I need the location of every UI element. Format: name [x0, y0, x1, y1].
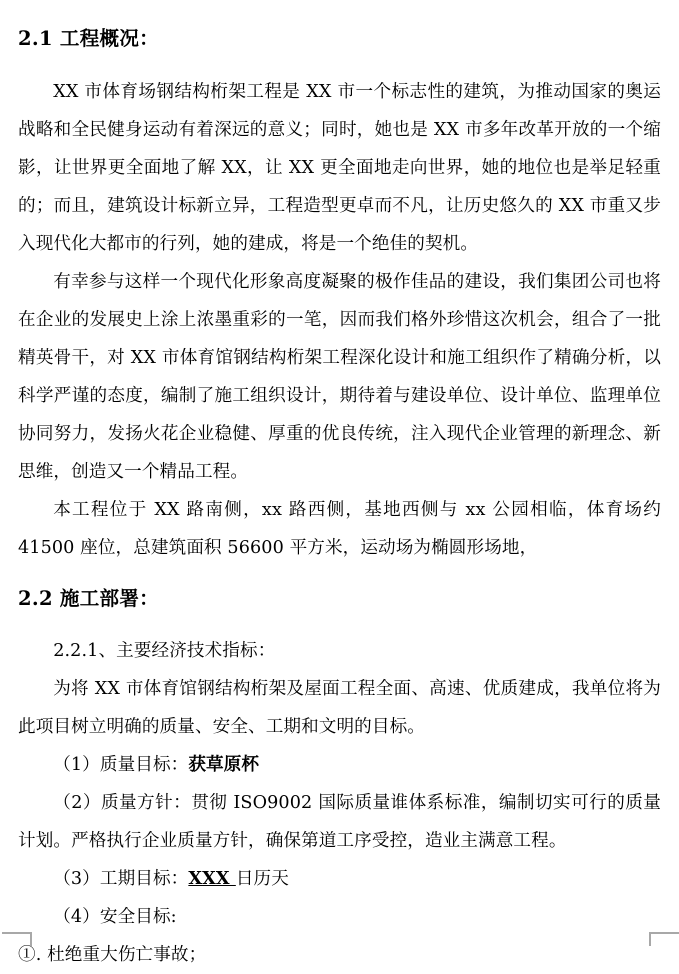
list-item-schedule-target [18, 860, 661, 898]
paragraph-overview-2: 有幸参与这样一个现代化形象高度凝聚的极作佳品的建设，我们集团公司也将在企业的发展史上涂上浓墨重彩的一笔，因而我们格外珍惜这次机会，组合了一批精英骨干，对 XX 市体育馆钢结构桁架工程深化设计和施工组织作了精确分析，以科学严谨的态度，编制了施工组织设计，期待着与建设单位、设计单位、监理单位协同努力，发扬火花企业稳健、厚重的优良传统，注入现代企业管理的新理念、新思维，创造又一个精品工程。 [18, 271, 661, 482]
sub-list-item-no-fatal-accidents: ①. 杜绝重大伤亡事故； [18, 945, 207, 965]
section-heading-2-1: 2.1 工程概况： [18, 27, 159, 50]
list-item-label: （2）质量方针： [53, 793, 192, 813]
subsection-heading-2-2-1: 2.2.1、主要经济技术指标： [53, 641, 276, 661]
page-corner-mark-bottom-left [2, 932, 32, 946]
section-heading-2-2: 2.2 施工部署： [18, 586, 159, 610]
list-item-value: 日历天 [235, 869, 289, 889]
list-item-value: 贯彻 ISO9002 国际质量谁体系标准，编制切实可行的质量计划。严格执行企业质量方针，确保第道工序受控，造业主满意工程。 [18, 793, 661, 851]
list-item-quality-target [18, 746, 661, 784]
paragraph-deployment-intro: 为将 XX 市体育馆钢结构桁架及屋面工程全面、高速、优质建成，我单位将为此项目树立明确的质量、安全、工期和文明的目标。 [18, 679, 661, 737]
paragraph-overview-1: XX 市体育场钢结构桁架工程是 XX 市一个标志性的建筑，为推动国家的奥运战略和全民健身运动有着深远的意义；同时，她也是 XX 市多年改革开放的一个缩影，让世界更全面地了解 XX，让 XX 更全面地走向世界，她的地位也是举足轻重的；而且，建筑设计标新立异，工程造型更卓而不凡，让历史悠久的 XX 市重又步入现代化大都市的行列，她的建成，将是一个绝佳的契机。 [18, 81, 661, 254]
list-item-value: 获草原杯 [188, 754, 260, 775]
list-item-quality-policy [18, 784, 661, 860]
spacer [18, 567, 661, 589]
spacer [18, 608, 661, 632]
list-item-safety-target [18, 898, 661, 936]
list-item-label: （4）安全目标: [53, 907, 177, 927]
list-item-label: （1）质量目标： [53, 755, 189, 775]
list-item-label: （3）工期目标： [53, 869, 189, 889]
paragraph-overview-3: 本工程位于 XX 路南侧，xx 路西侧，基地西侧与 xx 公园相临，体育场约 41500 座位，总建筑面积 56600 平方米，运动场为椭圆形场地， [18, 499, 661, 558]
spacer [18, 49, 661, 73]
page-corner-mark-bottom-right [649, 932, 679, 946]
list-item-value-emphasis: XXX [188, 868, 236, 889]
